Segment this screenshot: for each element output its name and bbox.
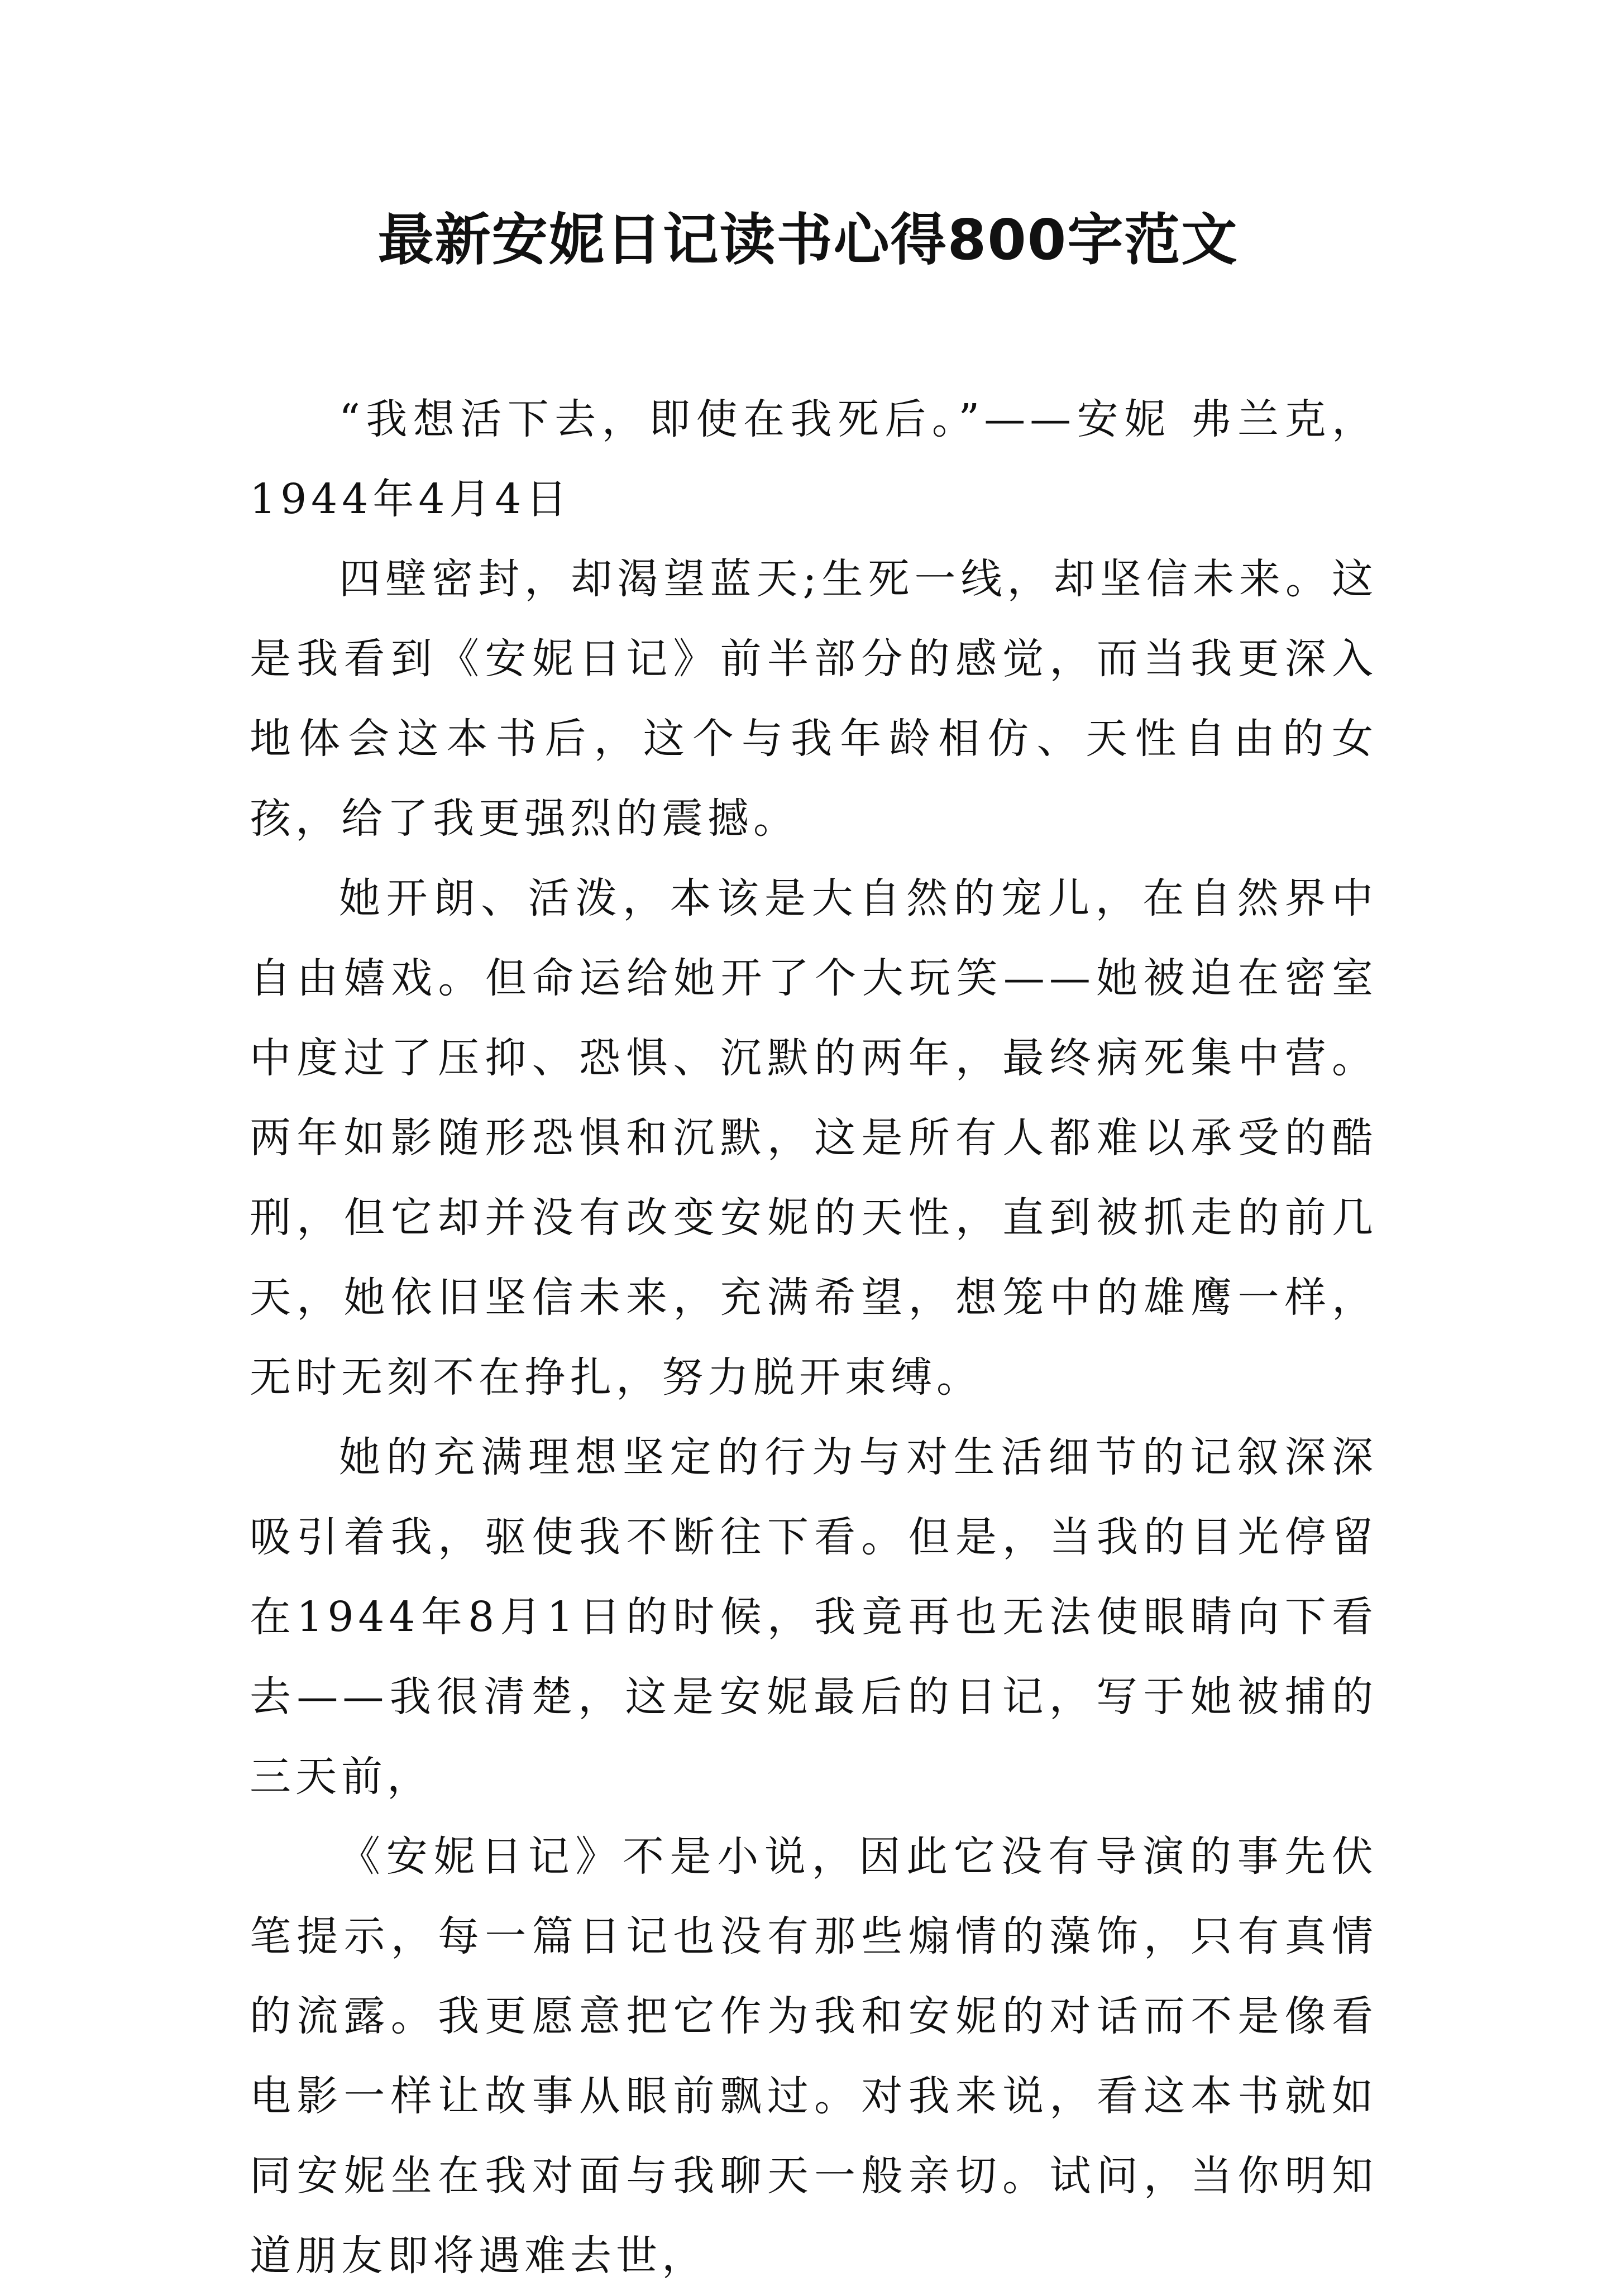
paragraph-3: 她的充满理想坚定的行为与对生活细节的记叙深深吸引着我，驱使我不断往下看。但是，当我的目光停留在1944年8月1日的时候，我竟再也无法使眼睛向下看去——我很清楚，这是安妮最后的日记，写于她被捕的三天前， bbox=[250, 1433, 1378, 1801]
paragraph-1: 四壁密封，却渴望蓝天;生死一线，却坚信未来。这是我看到《安妮日记》前半部分的感觉，而当我更深入地体会这本书后，这个与我年龄相仿、天性自由的女孩，给了我更强烈的震撼。 bbox=[250, 555, 1378, 843]
paragraph-quote: “我想活下去，即使在我死后。”——安妮 弗兰克，1944年4月4日 bbox=[250, 395, 1378, 523]
document-body bbox=[250, 380, 1378, 2296]
paragraph-2: 她开朗、活泼，本该是大自然的宠儿，在自然界中自由嬉戏。但命运给她开了个大玩笑——她被迫在密室中度过了压抑、恐惧、沉默的两年，最终病死集中营。两年如影随形恐惧和沉默，这是所有人都难以承受的酷刑，但它却并没有改变安妮的天性，直到被抓走的前几天，她依旧坚信未来，充满希望，想笼中的雄鹰一样，无时无刻不在挣扎，努力脱开束缚。 bbox=[250, 874, 1378, 1401]
document-title: 最新安妮日记读书心得800字范文 bbox=[377, 207, 1239, 272]
paragraph-4: 《安妮日记》不是小说，因此它没有导演的事先伏笔提示，每一篇日记也没有那些煽情的藻饰，只有真情的流露。我更愿意把它作为我和安妮的对话而不是像看电影一样让故事从眼前飘过。对我来说，看这本书就如同安妮坐在我对面与我聊天一般亲切。试问，当你明知道朋友即将遇难去世， bbox=[250, 1833, 1378, 2280]
